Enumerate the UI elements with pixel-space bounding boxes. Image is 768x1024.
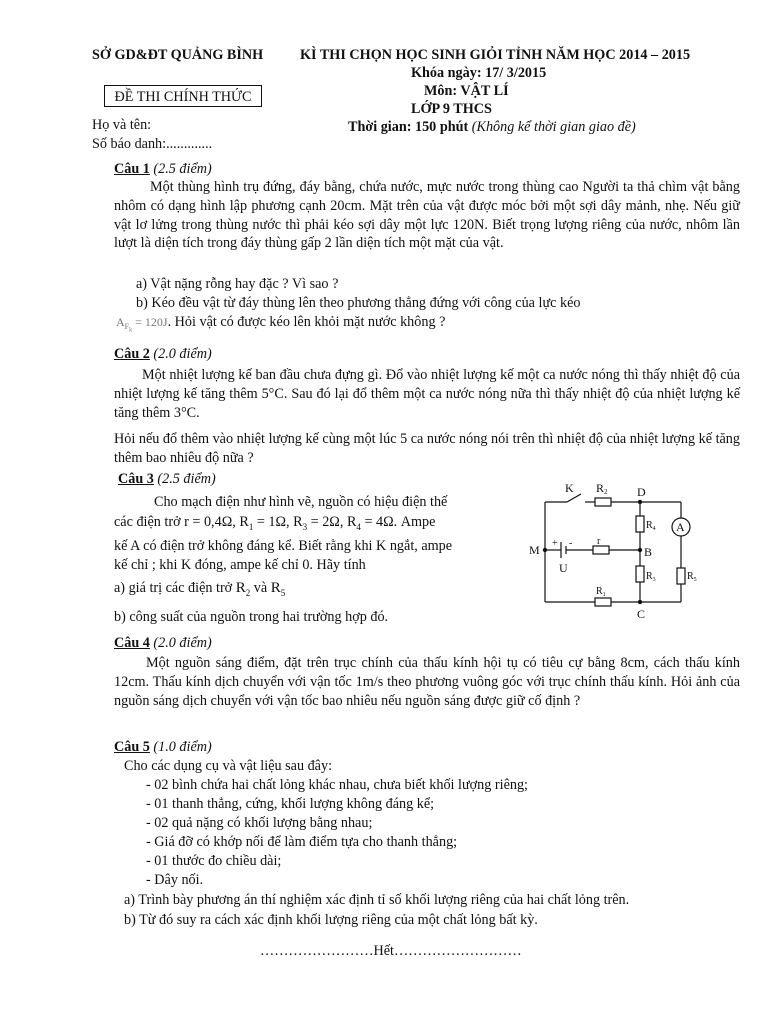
question-3-title: Câu 3 (118, 471, 154, 487)
question-3-line-4: kế chỉ ; khi K đóng, ampe kế chỉ 0. Hãy tính (114, 557, 366, 573)
question-1-title: Câu 1 (114, 161, 150, 177)
question-1-heading (114, 160, 212, 178)
question-1-part-b-line1: b) Kéo đều vật từ đáy thùng lên theo phương thẳng đứng với công của lực kéo (136, 295, 581, 311)
question-5-intro: Cho các dụng cụ và vật liệu sau đây: (124, 758, 333, 774)
list-item: - 01 thanh thẳng, cứng, khối lượng không đáng kể; (146, 796, 435, 812)
label-r: r (597, 536, 601, 547)
question-4-title: Câu 4 (114, 635, 150, 651)
label-r5: $R_5$ (687, 571, 697, 583)
question-5-points: (1.0 điểm) (153, 739, 212, 755)
label-b: B (644, 545, 653, 559)
label-ammeter: A (676, 520, 685, 534)
exam-title: KÌ THI CHỌN HỌC SINH GIỎI TỈNH NĂM HỌC 2014 – 2015 (300, 47, 691, 63)
label-plus: + (552, 538, 558, 549)
question-3-part-a: a) giá trị các điện trở $R_2$ và $R_5$ (114, 580, 286, 598)
label-k: K (565, 481, 574, 495)
name-label: Họ và tên: (92, 117, 152, 133)
node-c (638, 600, 642, 604)
label-r2: R2 (596, 481, 608, 496)
list-item: - Dây nối. (146, 872, 204, 888)
node-b (638, 548, 642, 552)
list-item: - 02 bình chứa hai chất lỏng khác nhau, chưa biết khối lượng riêng; (146, 777, 529, 793)
question-1-part-b-line2: $A_{F_k} = 120J$. Hỏi vật có được kéo lên khỏi mặt nước không ? (116, 314, 446, 334)
end-marker: ……………………Hết……………………… (260, 943, 522, 959)
grade: LỚP 9 THCS (411, 101, 492, 117)
label-r3: $R_3$ (646, 571, 656, 583)
time-note: (Không kể thời gian giao đề) (471, 119, 636, 135)
student-id-label: Số báo danh:............. (92, 136, 213, 152)
question-5-part-a: a) Trình bày phương án thí nghiệm xác định tỉ số khối lượng riêng của hai chất lỏng trên. (124, 892, 630, 908)
label-c: C (637, 607, 646, 621)
question-3-part-b: b) công suất của nguồn trong hai trường hợp đó. (114, 609, 389, 625)
question-2-text-2: Hỏi nếu đổ thêm vào nhiệt lượng kế cùng một lúc 5 ca nước nóng nói trên thì nhiệt độ của nhiệt lượng kế tăng thêm bao nhiêu độ nữa ? (114, 431, 740, 466)
resistance-r4: $R_4 = 4\Omega$ (346, 514, 394, 532)
question-1-points: (2.5 điểm) (153, 161, 212, 177)
question-5-title: Câu 5 (114, 739, 150, 755)
node-m (543, 548, 547, 552)
list-item: - 01 thước đo chiều dài; (146, 853, 282, 869)
subject: Môn: VẬT LÍ (424, 83, 509, 99)
question-3-heading (118, 470, 216, 488)
list-item: - Giá đỡ có khớp nối để làm điểm tựa cho thanh thẳng; (146, 834, 458, 850)
work-formula: $A_{F_k} = 120J$ (116, 315, 168, 334)
question-2-text-1: Một nhiệt lượng kế ban đầu chưa đựng gì. Đổ vào nhiệt lượng kế một ca nước nóng thì thấy nhiệt độ của nhiệt lượng kế tăng thêm 5°C. Sau đó lại đổ thêm một ca nước nóng nữa thì thấy nhiệt độ của nhiệt lượng kế tăng thêm 3°C. (114, 367, 740, 421)
department-name: SỞ GD&ĐT QUẢNG BÌNH (92, 47, 264, 63)
question-3-line-3: kế A có điện trở không đáng kể. Biết rằng khi K ngắt, ampe (114, 538, 453, 554)
label-u: U (559, 561, 568, 575)
question-1-part-a: a) Vật nặng rỗng hay đặc ? Vì sao ? (136, 276, 339, 292)
question-3-line-2: các điện trở r = 0,4Ω, $R_1 = 1\Omega$, $R_3 = 2\Omega$, $R_4 = 4\Omega$. Ampe (114, 514, 436, 532)
question-2-title: Câu 2 (114, 346, 150, 362)
label-m: M (529, 543, 540, 557)
list-item: - 02 quả nặng có khối lượng bằng nhau; (146, 815, 373, 831)
question-4-heading (114, 634, 212, 652)
question-4-text: Một nguồn sáng điểm, đặt trên trục chính của thấu kính hội tụ có tiêu cự bằng 8cm, cách thấu kính 12cm. Thấu kính dịch chuyển với vận tốc 1m/s theo phương vuông góc với trục chính thấu kính. Hỏi ảnh của nguồn sáng dịch chuyển với vận tốc bao nhiêu nếu nguồn sáng được giữ cố định ? (114, 655, 740, 709)
question-3-line-1: Cho mạch điện như hình vẽ, nguồn có hiệu điện thế (154, 494, 448, 510)
exam-date: Khóa ngày: 17/ 3/2015 (411, 65, 547, 81)
time-info (348, 119, 636, 136)
node-d (638, 500, 642, 504)
label-d: D (637, 485, 646, 499)
resistance-r1: $R_1 = 1\Omega$ (239, 514, 287, 532)
label-r1: $R_1$ (596, 586, 606, 598)
question-3-points: (2.5 điểm) (157, 471, 216, 487)
question-5-heading (114, 738, 212, 756)
official-exam-label: ĐỀ THI CHÍNH THỨC (104, 85, 262, 107)
question-2-points: (2.0 điểm) (153, 346, 212, 362)
label-minus: - (569, 538, 573, 549)
question-2-heading (114, 345, 212, 363)
question-4-points: (2.0 điểm) (153, 635, 212, 651)
question-1-text: Một thùng hình trụ đứng, đáy bằng, chứa nước, mực nước trong thùng cao Người ta thả chìm vật bằng nhôm có dạng hình lập phương cạnh 20cm. Mặt trên của vật được móc bởi một sợi dây mảnh, nhẹ. Nếu giữ vật lơ lửng trong thùng nước thì phải kéo sợi dây một lực 120N. Biết trọng lượng riêng của nước, nhôm lần lượt là diện tích trong đáy thùng gấp 2 lần diện tích một mặt của vật. (114, 179, 740, 252)
question-5-part-b: b) Từ đó suy ra cách xác định khối lượng riêng của một chất lỏng bất kỳ. (124, 912, 538, 928)
circuit-diagram (525, 478, 715, 624)
resistance-r: r = 0,4Ω (184, 514, 233, 530)
resistance-r3: $R_3 = 2\Omega$ (293, 514, 340, 532)
label-r4: $R_4$ (646, 520, 656, 532)
time-label: Thời gian: 150 phút (348, 119, 469, 135)
